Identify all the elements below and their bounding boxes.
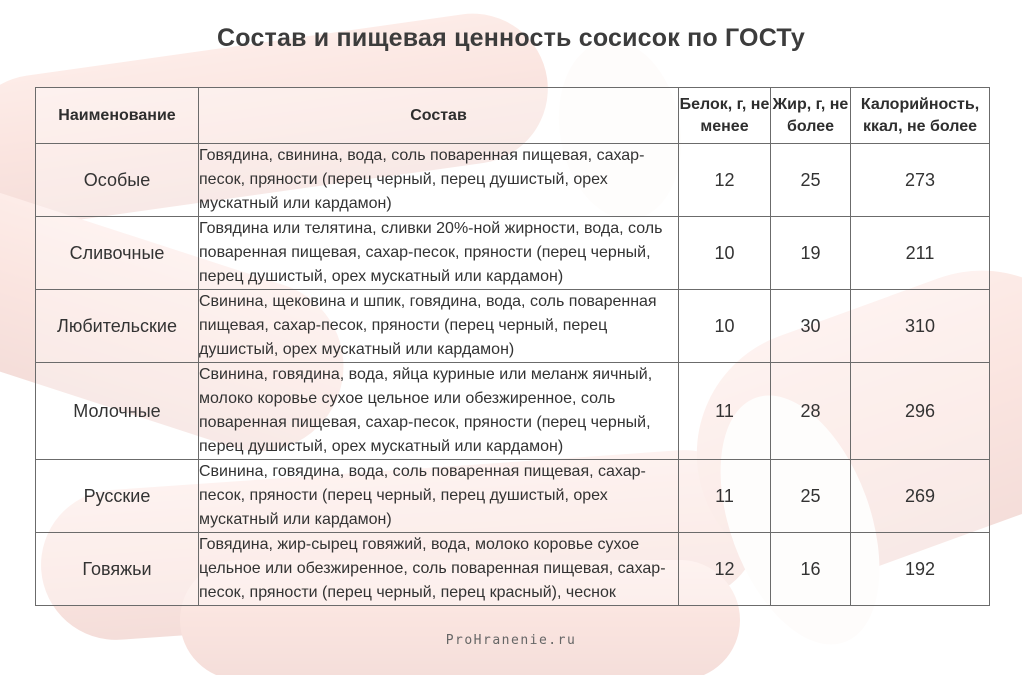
table-row <box>36 460 990 533</box>
row-composition: Говядина, жир-сырец говяжий, вода, молоко коровье сухое цельное или обезжиренное, соль поваренная пищевая, сахар-песок, пряности (перец черный, перец красный), чеснок <box>199 533 679 606</box>
row-calories: 310 <box>851 290 990 363</box>
row-composition: Свинина, щековина и шпик, говядина, вода, соль поваренная пищевая, сахар-песок, пряности (перец черный, перец душистый, орех мускатный или кардамон) <box>199 290 679 363</box>
row-protein: 12 <box>679 533 771 606</box>
row-fat: 19 <box>771 217 851 290</box>
header-calories: Калорийность, ккал, не более <box>851 88 990 144</box>
row-name: Сливочные <box>36 217 199 290</box>
row-fat: 16 <box>771 533 851 606</box>
row-fat: 28 <box>771 363 851 460</box>
header-protein: Белок, г, не менее <box>679 88 771 144</box>
row-name: Молочные <box>36 363 199 460</box>
row-composition: Говядина или телятина, сливки 20%-ной жирности, вода, соль поваренная пищевая, сахар-песок, пряности (перец черный, перец душистый, орех мускатный или кардамон) <box>199 217 679 290</box>
row-fat: 25 <box>771 144 851 217</box>
row-composition: Говядина, свинина, вода, соль поваренная пищевая, сахар-песок, пряности (перец черный, перец душистый, орех мускатный или кардамон) <box>199 144 679 217</box>
table-row <box>36 533 990 606</box>
table-row <box>36 144 990 217</box>
row-name: Особые <box>36 144 199 217</box>
row-name: Любительские <box>36 290 199 363</box>
row-calories: 269 <box>851 460 990 533</box>
row-calories: 273 <box>851 144 990 217</box>
header-composition: Состав <box>199 88 679 144</box>
header-fat: Жир, г, не более <box>771 88 851 144</box>
row-calories: 296 <box>851 363 990 460</box>
table-row <box>36 217 990 290</box>
table-row <box>36 363 990 460</box>
page-title: Состав и пищевая ценность сосисок по ГОСТу <box>217 24 805 52</box>
row-fat: 30 <box>771 290 851 363</box>
row-fat: 25 <box>771 460 851 533</box>
row-calories: 192 <box>851 533 990 606</box>
row-composition: Свинина, говядина, вода, яйца куриные или меланж яичный, молоко коровье сухое цельное или обезжиренное, соль поваренная пищевая, сахар-песок, пряности (перец черный, перец душистый, орех мускатный или кардамон) <box>199 363 679 460</box>
nutrition-table <box>35 87 990 606</box>
row-calories: 211 <box>851 217 990 290</box>
row-name: Говяжьи <box>36 533 199 606</box>
row-protein: 11 <box>679 363 771 460</box>
row-composition: Свинина, говядина, вода, соль поваренная пищевая, сахар-песок, пряности (перец черный, перец душистый, орех мускатный или кардамон) <box>199 460 679 533</box>
table-row <box>36 290 990 363</box>
header-name: Наименование <box>36 88 199 144</box>
site-watermark: ProHranenie.ru <box>445 633 577 648</box>
row-name: Русские <box>36 460 199 533</box>
row-protein: 10 <box>679 290 771 363</box>
row-protein: 11 <box>679 460 771 533</box>
table-header-row <box>36 88 990 144</box>
row-protein: 12 <box>679 144 771 217</box>
row-protein: 10 <box>679 217 771 290</box>
